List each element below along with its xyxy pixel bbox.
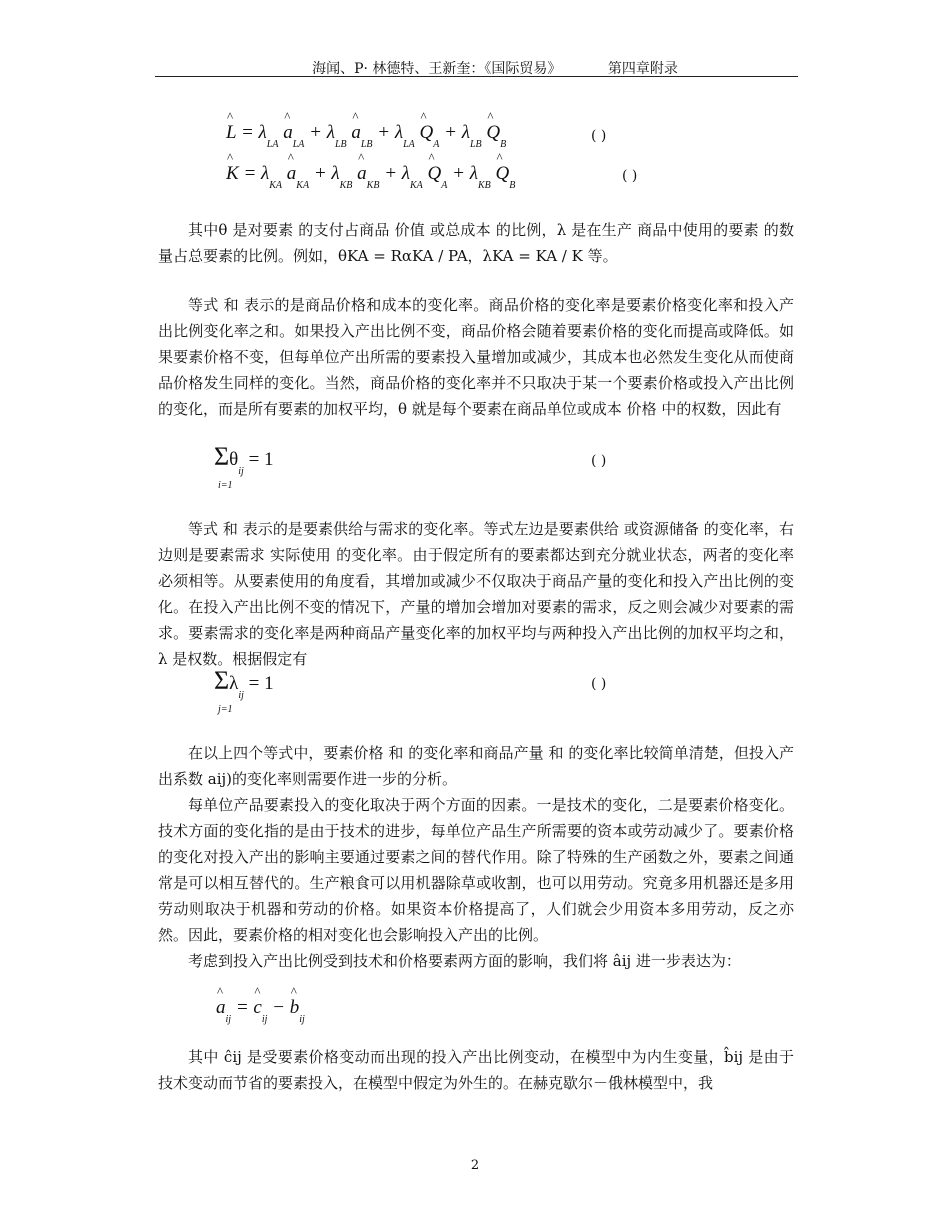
page-number: 2 — [470, 1158, 480, 1173]
equation-number: ( ) — [591, 453, 607, 469]
paragraph — [158, 740, 794, 792]
equation-number: ( ) — [591, 676, 607, 692]
equation-sum-lambda: $\Sigma\lambda_{ij} = 1$ j=1 — [214, 666, 274, 715]
paragraph — [158, 292, 794, 422]
paragraph-text: 等式 和 表示的是要素供给与需求的变化率。等式左边是要素供给 或资源储备 的变化率，右边则是要素需求 实际使用 的变化率。由于假定所有的要素都达到充分就业状态，两者的变化率必须相等。从要素使用的角度看，其增加或减少不仅取决于商品产量的变化和投入产出比例的变化。在投入产出比例不变的情况下，产量的增加会增加对要素的需求，反之则会减少对要素的需求。要素需求的变化率是两种商品产量变化率的加权平均与两种投入产出比例的加权平均之和，λ 是权数。根据假定有 — [158, 520, 794, 668]
paragraph-text: 每单位产品要素投入的变化取决于两个方面的因素。一是技术的变化，二是要素价格变化。技术方面的变化指的是由于技术的进步，每单位产品生产所需要的资本或劳动减少了。要素价格的变化对投入产出的影响主要通过要素之间的替代作用。除了特殊的生产函数之外，要素之间通常是可以相互替代的。生产粮食可以用机器除草或收割，也可以用劳动。究竟多用机器还是多用劳动则取决于机器和劳动的价格。如果资本价格提高了，人们就会少用资本多用劳动，反之亦然。因此，要素价格的相对变化也会影响投入产出的比例。 — [158, 796, 794, 944]
equation-l: ^ $L = \lambda_{LA}$ ^ $a_{LA} + \lambda_{LB}$ ^ $a_{LB} + \lambda_{LA}$ ^ $Q_A + \lambda_{LB}$ ^ $Q_B$ — [226, 122, 506, 144]
paragraph — [158, 792, 794, 948]
running-header — [0, 58, 950, 78]
paragraph — [158, 217, 794, 269]
paragraph — [158, 1044, 794, 1096]
header-rule — [155, 76, 798, 77]
header-chapter: 第四章附录 — [607, 61, 678, 77]
paragraph-text: 其中θ 是对要素 的支付占商品 价值 或总成本 的比例，λ 是在生产 商品中使用的要素 的数量占总要素的比例。例如，θKA = RαKA / PA，λKA = KA / K 等。 — [158, 221, 794, 265]
equation-number: ( ) — [622, 168, 638, 184]
equation-number: ( ) — [591, 128, 607, 144]
equation-k: ^ $K = \lambda_{KA}$ ^ $a_{KA} + \lambda_{KB}$ ^ $a_{KB} + \lambda_{KA}$ ^ $Q_A + \lambda_{KB}$ ^ $Q_B$ — [226, 163, 515, 185]
equation-a: ^ $a_{ij}$ = ^ $c_{ij}$ − ^ $b_{ij}$ — [216, 997, 305, 1019]
paragraph — [158, 516, 794, 672]
paragraph-text: 考虑到投入产出比例受到技术和价格要素两方面的影响，我们将 âij 进一步表达为： — [188, 952, 741, 970]
paragraph-text: 其中 ĉij 是受要素价格变动而出现的投入产出比例变动，在模型中为内生变量，b̂ij 是由于技术变动而节省的要素投入，在模型中假定为外生的。在赫克歇尔－俄林模型中，我 — [158, 1048, 794, 1092]
paragraph-text: 等式 和 表示的是商品价格和成本的变化率。商品价格的变化率是要素价格变化率和投入产出比例变化率之和。如果投入产出比例不变，商品价格会随着要素价格的变化而提高或降低。如果要素价格不变，但每单位产出所需的要素投入量增加或减少，其成本也必然发生变化从而使商品价格发生同样的变化。当然，商品价格的变化率并不只取决于某一个要素价格或投入产出比例的变化，而是所有要素的加权平均，θ 就是每个要素在商品单位或成本 价格 中的权数，因此有 — [158, 296, 794, 418]
header-title: 海闻、P· 林德特、王新奎：《国际贸易》 — [312, 61, 562, 77]
paragraph-text: 在以上四个等式中，要素价格 和 的变化率和商品产量 和 的变化率比较简单清楚，但投入产出系数 aij)的变化率则需要作进一步的分析。 — [158, 744, 794, 788]
equation-sum-theta: $\Sigma\theta_{ij} = 1$ i=1 — [214, 442, 274, 491]
paragraph — [158, 948, 794, 974]
